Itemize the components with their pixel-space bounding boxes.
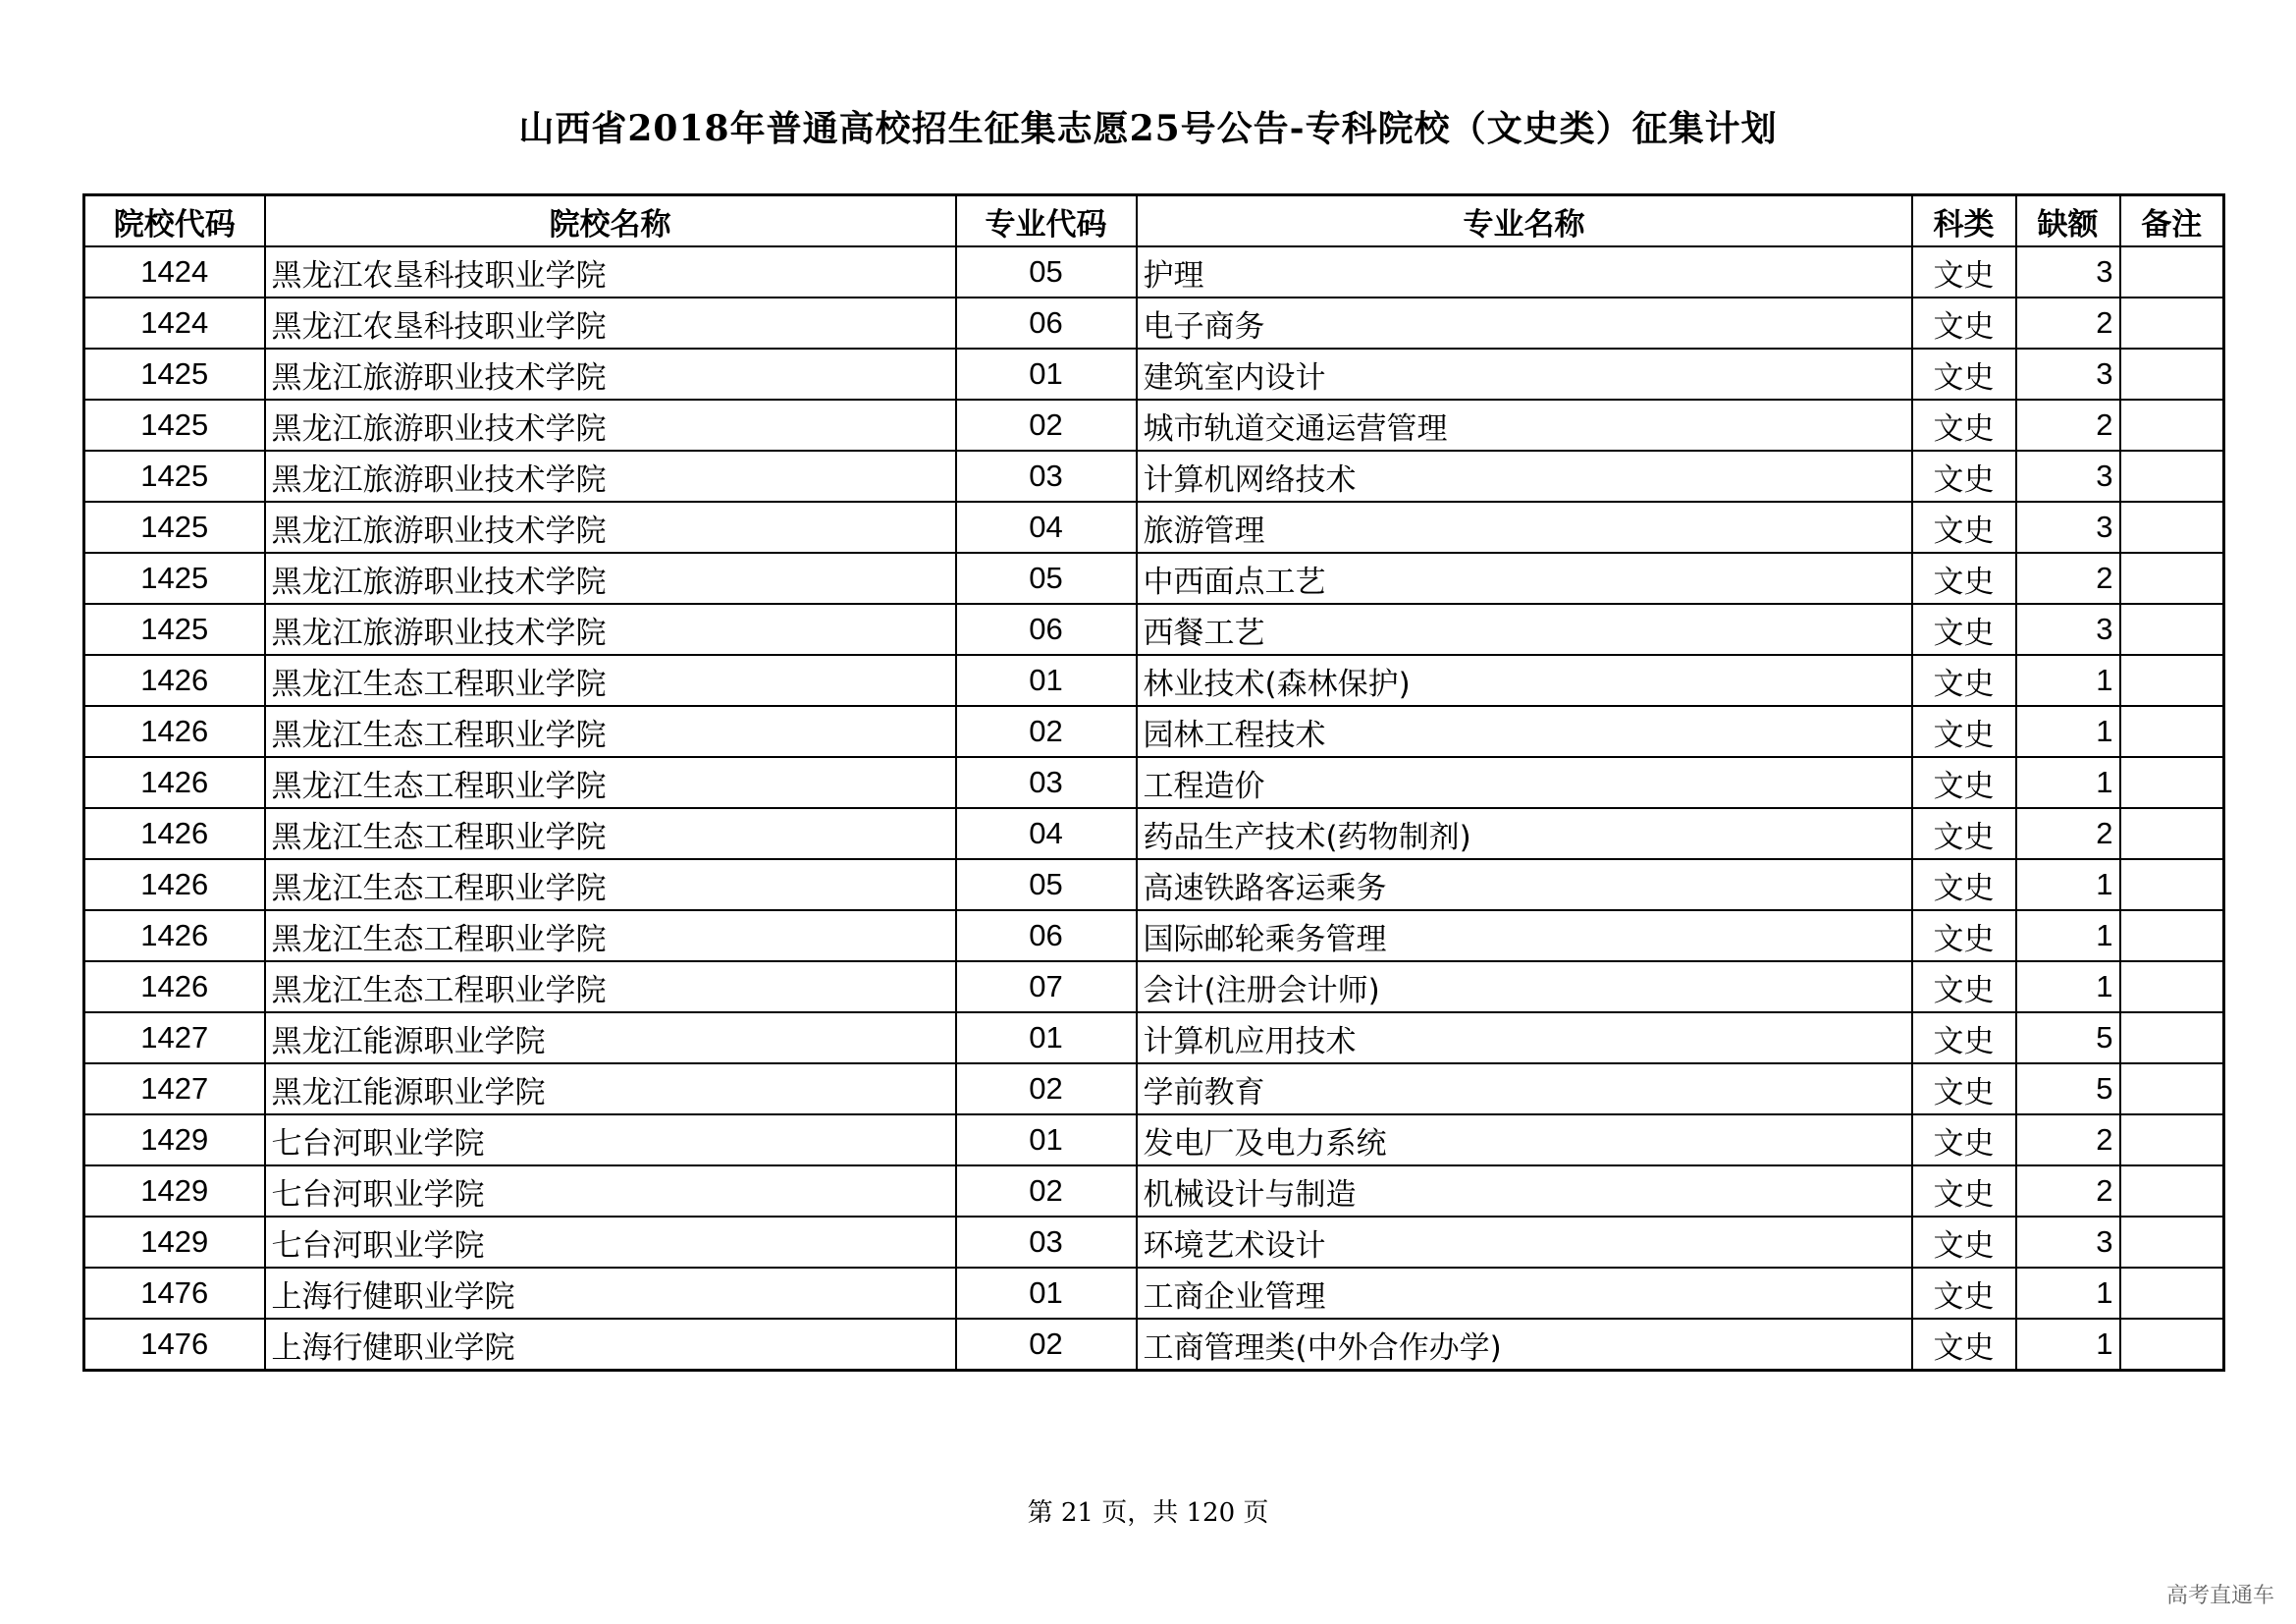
quota-cell: 1 [2016, 1319, 2120, 1371]
major-name-cell: 电子商务 [1137, 298, 1912, 349]
major-name-cell: 中西面点工艺 [1137, 553, 1912, 604]
header-school-name: 院校名称 [265, 195, 956, 247]
school-name-cell: 黑龙江能源职业学院 [265, 1012, 956, 1063]
school-code-cell: 1476 [84, 1319, 265, 1371]
note-cell [2120, 1319, 2224, 1371]
watermark-text: 高考直通车 [2165, 1584, 2274, 1608]
note-cell [2120, 910, 2224, 961]
note-cell [2120, 859, 2224, 910]
major-name-cell: 学前教育 [1137, 1063, 1912, 1114]
table-row [84, 1268, 2224, 1319]
note-cell [2120, 1268, 2224, 1319]
quota-cell: 3 [2016, 1217, 2120, 1268]
major-code-cell: 06 [956, 298, 1137, 349]
note-cell [2120, 1217, 2224, 1268]
major-code-cell: 01 [956, 349, 1137, 400]
table-row [84, 706, 2224, 757]
major-name-cell: 城市轨道交通运营管理 [1137, 400, 1912, 451]
note-cell [2120, 246, 2224, 298]
category-cell: 文史 [1912, 246, 2016, 298]
quota-cell: 1 [2016, 910, 2120, 961]
quota-cell: 3 [2016, 349, 2120, 400]
major-name-cell: 西餐工艺 [1137, 604, 1912, 655]
major-code-cell: 02 [956, 1063, 1137, 1114]
major-code-cell: 02 [956, 1319, 1137, 1371]
table-row [84, 757, 2224, 808]
major-name-cell: 发电厂及电力系统 [1137, 1114, 1912, 1165]
table-row [84, 400, 2224, 451]
category-cell: 文史 [1912, 451, 2016, 502]
school-name-cell: 上海行健职业学院 [265, 1268, 956, 1319]
category-cell: 文史 [1912, 859, 2016, 910]
quota-cell: 2 [2016, 1114, 2120, 1165]
major-name-cell: 高速铁路客运乘务 [1137, 859, 1912, 910]
school-name-cell: 七台河职业学院 [265, 1114, 956, 1165]
major-code-cell: 05 [956, 246, 1137, 298]
school-code-cell: 1425 [84, 451, 265, 502]
note-cell [2120, 1114, 2224, 1165]
note-cell [2120, 1063, 2224, 1114]
quota-cell: 3 [2016, 451, 2120, 502]
note-cell [2120, 502, 2224, 553]
major-code-cell: 03 [956, 1217, 1137, 1268]
school-name-cell: 黑龙江生态工程职业学院 [265, 961, 956, 1012]
major-code-cell: 07 [956, 961, 1137, 1012]
quota-cell: 5 [2016, 1063, 2120, 1114]
note-cell [2120, 961, 2224, 1012]
school-name-cell: 黑龙江旅游职业技术学院 [265, 400, 956, 451]
category-cell: 文史 [1912, 655, 2016, 706]
major-name-cell: 工商管理类(中外合作办学) [1137, 1319, 1912, 1371]
school-code-cell: 1426 [84, 655, 265, 706]
header-major-code: 专业代码 [956, 195, 1137, 247]
quota-cell: 2 [2016, 808, 2120, 859]
school-name-cell: 黑龙江旅游职业技术学院 [265, 502, 956, 553]
major-name-cell: 计算机网络技术 [1137, 451, 1912, 502]
table-row [84, 859, 2224, 910]
major-name-cell: 会计(注册会计师) [1137, 961, 1912, 1012]
school-name-cell: 七台河职业学院 [265, 1165, 956, 1217]
category-cell: 文史 [1912, 400, 2016, 451]
quota-cell: 2 [2016, 400, 2120, 451]
school-code-cell: 1429 [84, 1165, 265, 1217]
category-cell: 文史 [1912, 1063, 2016, 1114]
category-cell: 文史 [1912, 502, 2016, 553]
category-cell: 文史 [1912, 910, 2016, 961]
major-name-cell: 环境艺术设计 [1137, 1217, 1912, 1268]
table-row [84, 451, 2224, 502]
major-code-cell: 02 [956, 706, 1137, 757]
table-row [84, 1114, 2224, 1165]
major-code-cell: 04 [956, 808, 1137, 859]
category-cell: 文史 [1912, 1319, 2016, 1371]
header-major-name: 专业名称 [1137, 195, 1912, 247]
quota-cell: 2 [2016, 298, 2120, 349]
header-quota: 缺额 [2016, 195, 2120, 247]
header-note: 备注 [2120, 195, 2224, 247]
note-cell [2120, 604, 2224, 655]
school-code-cell: 1425 [84, 553, 265, 604]
school-code-cell: 1429 [84, 1217, 265, 1268]
major-code-cell: 03 [956, 757, 1137, 808]
school-code-cell: 1425 [84, 604, 265, 655]
school-name-cell: 黑龙江生态工程职业学院 [265, 655, 956, 706]
school-code-cell: 1426 [84, 757, 265, 808]
major-code-cell: 01 [956, 1268, 1137, 1319]
quota-cell: 1 [2016, 655, 2120, 706]
school-name-cell: 黑龙江能源职业学院 [265, 1063, 956, 1114]
school-code-cell: 1425 [84, 349, 265, 400]
category-cell: 文史 [1912, 1268, 2016, 1319]
major-code-cell: 05 [956, 553, 1137, 604]
major-name-cell: 建筑室内设计 [1137, 349, 1912, 400]
major-name-cell: 国际邮轮乘务管理 [1137, 910, 1912, 961]
major-name-cell: 药品生产技术(药物制剂) [1137, 808, 1912, 859]
table-row [84, 246, 2224, 298]
quota-cell: 2 [2016, 553, 2120, 604]
table-row [84, 655, 2224, 706]
major-code-cell: 01 [956, 1114, 1137, 1165]
category-cell: 文史 [1912, 1217, 2016, 1268]
page-number-footer: 第 21 页，共 120 页 [1027, 1498, 1269, 1528]
school-code-cell: 1425 [84, 400, 265, 451]
major-code-cell: 05 [956, 859, 1137, 910]
quota-cell: 5 [2016, 1012, 2120, 1063]
major-code-cell: 02 [956, 400, 1137, 451]
school-code-cell: 1426 [84, 808, 265, 859]
school-code-cell: 1427 [84, 1063, 265, 1114]
school-name-cell: 黑龙江旅游职业技术学院 [265, 349, 956, 400]
header-category: 科类 [1912, 195, 2016, 247]
major-code-cell: 01 [956, 655, 1137, 706]
note-cell [2120, 400, 2224, 451]
category-cell: 文史 [1912, 1165, 2016, 1217]
major-name-cell: 机械设计与制造 [1137, 1165, 1912, 1217]
school-name-cell: 黑龙江生态工程职业学院 [265, 757, 956, 808]
table-row [84, 298, 2224, 349]
quota-cell: 1 [2016, 757, 2120, 808]
table-row [84, 604, 2224, 655]
school-code-cell: 1427 [84, 1012, 265, 1063]
note-cell [2120, 298, 2224, 349]
table-row [84, 1217, 2224, 1268]
note-cell [2120, 757, 2224, 808]
major-name-cell: 计算机应用技术 [1137, 1012, 1912, 1063]
category-cell: 文史 [1912, 961, 2016, 1012]
major-name-cell: 林业技术(森林保护) [1137, 655, 1912, 706]
note-cell [2120, 655, 2224, 706]
school-name-cell: 七台河职业学院 [265, 1217, 956, 1268]
header-school-code: 院校代码 [84, 195, 265, 247]
major-code-cell: 06 [956, 910, 1137, 961]
table-row [84, 1012, 2224, 1063]
note-cell [2120, 1165, 2224, 1217]
category-cell: 文史 [1912, 553, 2016, 604]
table-header-row [84, 195, 2224, 247]
major-name-cell: 工程造价 [1137, 757, 1912, 808]
school-name-cell: 黑龙江农垦科技职业学院 [265, 298, 956, 349]
quota-cell: 1 [2016, 1268, 2120, 1319]
major-code-cell: 01 [956, 1012, 1137, 1063]
major-code-cell: 03 [956, 451, 1137, 502]
quota-cell: 1 [2016, 859, 2120, 910]
table-row [84, 553, 2224, 604]
category-cell: 文史 [1912, 808, 2016, 859]
page-title: 山西省2018年普通高校招生征集志愿25号公告-专科院校（文史类）征集计划 [518, 108, 1778, 149]
school-code-cell: 1425 [84, 502, 265, 553]
school-code-cell: 1476 [84, 1268, 265, 1319]
table-row [84, 349, 2224, 400]
school-name-cell: 上海行健职业学院 [265, 1319, 956, 1371]
school-code-cell: 1424 [84, 246, 265, 298]
major-name-cell: 护理 [1137, 246, 1912, 298]
school-code-cell: 1426 [84, 706, 265, 757]
quota-cell: 1 [2016, 961, 2120, 1012]
school-name-cell: 黑龙江生态工程职业学院 [265, 859, 956, 910]
category-cell: 文史 [1912, 706, 2016, 757]
major-code-cell: 02 [956, 1165, 1137, 1217]
school-code-cell: 1424 [84, 298, 265, 349]
major-code-cell: 06 [956, 604, 1137, 655]
table-row [84, 961, 2224, 1012]
school-name-cell: 黑龙江生态工程职业学院 [265, 808, 956, 859]
table-row [84, 1319, 2224, 1371]
school-code-cell: 1429 [84, 1114, 265, 1165]
category-cell: 文史 [1912, 298, 2016, 349]
major-name-cell: 旅游管理 [1137, 502, 1912, 553]
note-cell [2120, 1012, 2224, 1063]
school-name-cell: 黑龙江农垦科技职业学院 [265, 246, 956, 298]
school-code-cell: 1426 [84, 910, 265, 961]
enrollment-plan-table [82, 193, 2225, 1372]
school-name-cell: 黑龙江旅游职业技术学院 [265, 604, 956, 655]
category-cell: 文史 [1912, 349, 2016, 400]
school-code-cell: 1426 [84, 859, 265, 910]
table-row [84, 502, 2224, 553]
quota-cell: 3 [2016, 246, 2120, 298]
major-name-cell: 园林工程技术 [1137, 706, 1912, 757]
category-cell: 文史 [1912, 604, 2016, 655]
category-cell: 文史 [1912, 1012, 2016, 1063]
school-name-cell: 黑龙江旅游职业技术学院 [265, 451, 956, 502]
table-body [84, 246, 2224, 1371]
note-cell [2120, 808, 2224, 859]
table-row [84, 808, 2224, 859]
school-name-cell: 黑龙江生态工程职业学院 [265, 706, 956, 757]
school-code-cell: 1426 [84, 961, 265, 1012]
quota-cell: 1 [2016, 706, 2120, 757]
table-row [84, 1165, 2224, 1217]
quota-cell: 2 [2016, 1165, 2120, 1217]
quota-cell: 3 [2016, 604, 2120, 655]
major-code-cell: 04 [956, 502, 1137, 553]
table-row [84, 910, 2224, 961]
note-cell [2120, 553, 2224, 604]
school-name-cell: 黑龙江旅游职业技术学院 [265, 553, 956, 604]
table-row [84, 1063, 2224, 1114]
note-cell [2120, 349, 2224, 400]
quota-cell: 3 [2016, 502, 2120, 553]
note-cell [2120, 451, 2224, 502]
school-name-cell: 黑龙江生态工程职业学院 [265, 910, 956, 961]
category-cell: 文史 [1912, 757, 2016, 808]
note-cell [2120, 706, 2224, 757]
category-cell: 文史 [1912, 1114, 2016, 1165]
major-name-cell: 工商企业管理 [1137, 1268, 1912, 1319]
